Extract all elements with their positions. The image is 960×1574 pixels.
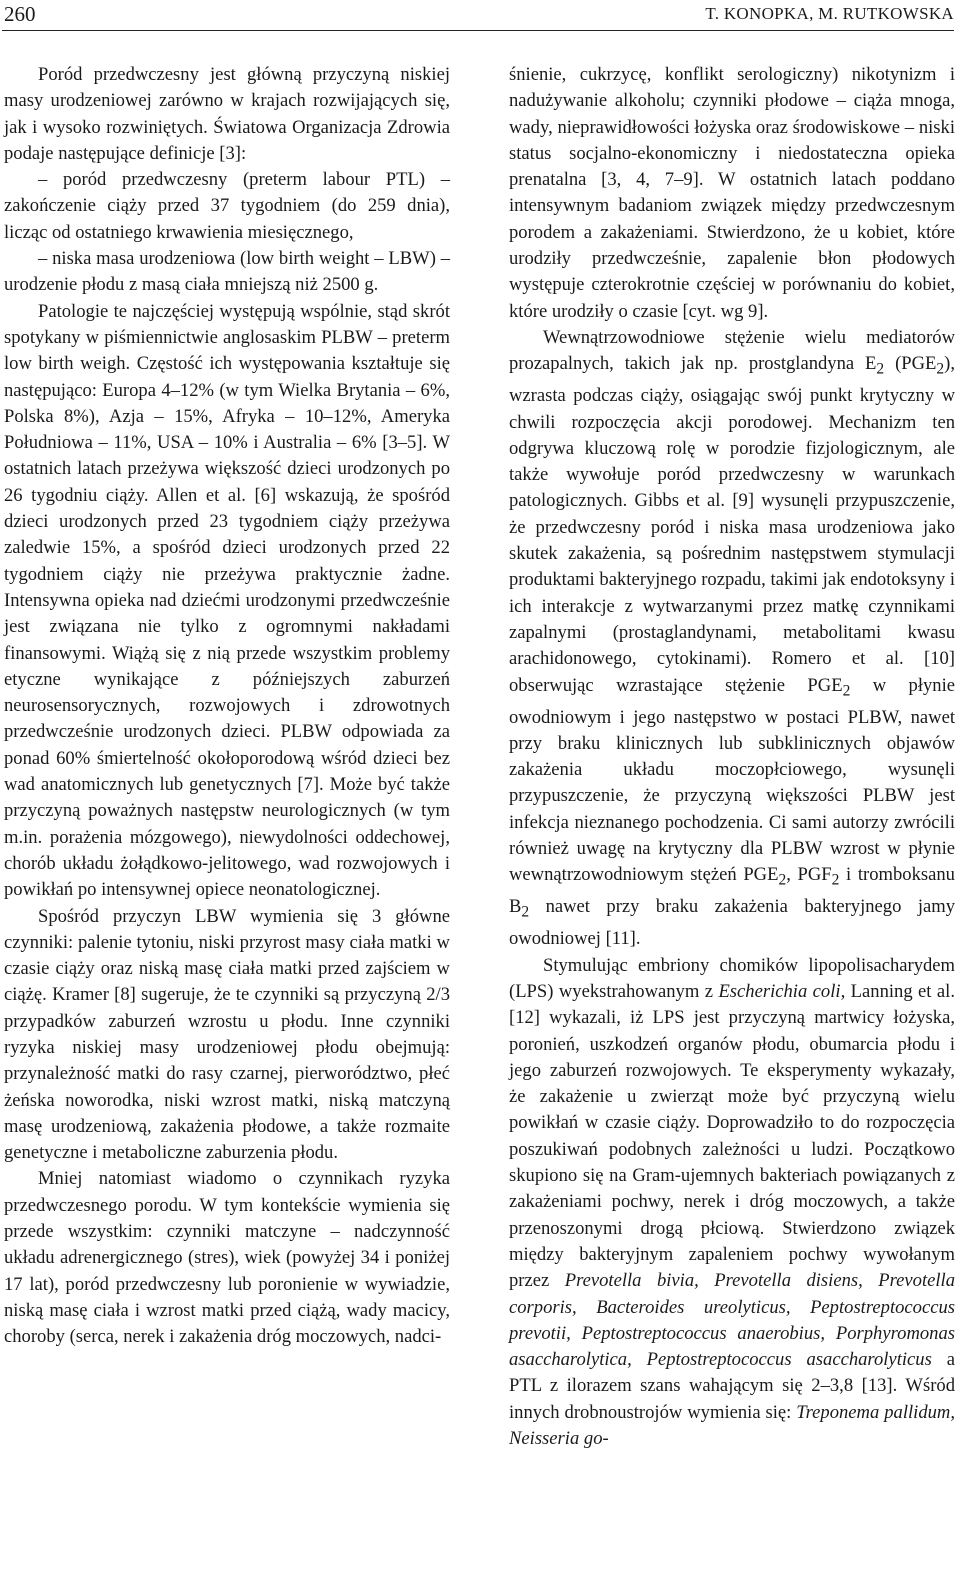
text-run: Stymulując embriony chomików lipopolisacharydem (LPS) wyekstrahowanym z	[509, 954, 955, 1002]
running-head: T. KONOPKA, M. RUTKOWSKA	[705, 4, 954, 23]
subscript: 2	[936, 360, 945, 378]
paragraph	[509, 325, 955, 953]
text-run: a PTL z ilorazem szans wahającym się 2–3,8 [13]. Wśród innych drobnoustrojów wymienia się:	[509, 1349, 955, 1423]
paragraph: Patologie te najczęściej występują wspólnie, stąd skrót spotykany w piśmiennictwie anglosaskim PLBW – preterm low birth weigh. Częstość ich występowania kształtuje się następująco: Europa 4–12% (w tym Wielka Brytania – 6%, Polska 8%), Azja – 15%, Afryka – 10–12%, Ameryka Południowa – 11%, USA – 10% i Australia – 6% [3–5]. W ostatnich latach przeżywa większość dzieci urodzonych po 26 tygodniu ciąży. Allen et al. [6] wskazują, że spośród dzieci urodzonych przed 23 tygodniem ciąży przeżywa zaledwie 15%, a spośród dzieci urodzonych przed 22 tygodniem ciąży nie przeżywa praktycznie żadne. Intensywna opieka nad dziećmi urodzonymi przedwcześnie jest związana nie tylko z ogromnymi nakładami finansowymi. Wiążą się z nią przede wszystkim problemy etyczne wynikające z późniejszych zaburzeń neurosensorycznych, rozwojowych i zdrowotnych przedwcześnie urodzonych dzieci. PLBW odpowiada za ponad 60% śmiertelność okołoporodową wśród dzieci bez wad anatomicznych lub genetycznych [7]. Może być także przyczyną poważnych następstw neurologicznych (w tym m.in. porażenia mózgowego), niewydolności oddechowej, chorób układu żołądkowo-jelitowego, wad rozwojowych i powikłań po intensywnej opiece neonatologicznej.	[4, 300, 450, 901]
text-run: , PGF	[786, 864, 832, 886]
header-rule	[2, 30, 954, 31]
paragraph: Mniej natomiast wiadomo o czynnikach ryzyka przedwczesnego porodu. W tym kontekście wymienia się przede wszystkim: czynniki matczyne – nadczynność układu adrenergicznego (stres), wiek (powyżej 34 i poniżej 17 lat), poród przedwczesny lub poronienie w wywiadzie, niską masę ciała i wzrost matki przed ciążą, wady macicy, choroby (serca, nerek i zakażenia dróg moczowych, nadci-	[4, 1168, 450, 1348]
definition-item: – niska masa urodzeniowa (low birth weight – LBW) – urodzenie płodu z masą ciała mniejszą niż 2500 g.	[4, 248, 450, 296]
subscript: 2	[842, 682, 851, 700]
species-list: Prevotella bivia, Prevotella disiens, Prevotella corporis, Bacteroides ureolyticus, Peptostreptococcus prevotii, Peptostreptococcus anaerobius, Porphyromonas asaccharolytica, Peptostreptococcus asaccharolyticus	[509, 1270, 955, 1371]
subscript: 2	[521, 904, 530, 922]
subscript: 2	[778, 872, 787, 890]
subscript: 2	[831, 872, 840, 890]
text-run: (PGE	[884, 353, 937, 375]
left-column	[4, 62, 450, 1351]
page-number: 260	[4, 2, 36, 26]
page-header	[0, 0, 960, 36]
text-run: ), wzrasta podczas ciąży, osiągając swój punkt krytyczny w chwili rozpoczęcia akcji porodowej. Mechanizm ten odgrywa kluczową rolę w porodzie fizjologicznym, ale także wywołuje poród przedwczesny w warunkach patologicznych. Gibbs et al. [9] wysunęli przypuszczenie, że przedwczesny poród i niska masa urodzeniowa jako skutek zakażenia, są pośrednim następstwem stymulacji produktami bakteryjnego rozpadu, takimi jak endotoksyny i ich interakcje z wytwarzanymi przez matkę czynnikami zapalnymi (prostaglandynami, metabolitami kwasu arachidonowego, cytokinami). Romero et al. [10] obserwując wzrastające stężenie PGE	[509, 353, 955, 696]
text-run: Lanning et al. [12] wykazali, iż LPS jest przyczyną martwicy łożyska, poronień, uszkodzeń organów płodu, obumarcia płodu i jego zaburzeń rozwojowych. Te eksperymenty wykazały, że zakażenie u zwierząt może być przyczyną wielu powikłań w czasie ciąży. Doprowadziło to do rozpoczęcia poszukiwań podobnych zależności u ludzi. Początkowo skupiono się na Gram-ujemnych bakteriach powiązanych z zakażeniami pochwy, nerek i dróg moczowych, a także przenoszonymi drogą płciową. Stwierdzono związek między bakteryjnym zapaleniem pochwy wywołanym przez	[509, 980, 955, 1292]
paragraph: Spośród przyczyn LBW wymienia się 3 główne czynniki: palenie tytoniu, niski przyrost masy ciała matki w czasie ciąży oraz niską masę ciała matki przed zajściem w ciążę. Kramer [8] sugeruje, że te czynniki są przyczyną 2/3 przypadków zaburzeń wzrostu u płodu. Inne czynniki ryzyka niskiej masy urodzeniowej płodu obejmują: przynależność matki do rasy czarnej, pierworództwo, płeć żeńska noworodka, niski wzrost matki, niską matczyną masę urodzeniową, zakażenia płodowe, a także rozmaite genetyczne i metaboliczne zaburzenia płodu.	[4, 905, 450, 1164]
text-run: w płynie owodniowym i jego następstwo w postaci PLBW, nawet przy braku klinicznych lub subklinicznych objawów zakażenia układu moczopłciowego, wysunęli przypuszczenie, że przyczyną większości PLBW jest infekcja nieznanego pochodzenia. Ci sami autorzy zwrócili również uwagę na krytyczny dla PLBW wzrost w płynie wewnątrzowodniowym stężeń PGE	[509, 674, 955, 886]
text-run: nawet przy braku zakażenia bakteryjnego jamy owodniowej [11].	[509, 896, 955, 950]
definition-item: – poród przedwczesny (preterm labour PTL) – zakończenie ciąży przed 37 tygodniem (do 259 dnia), licząc od ostatniego krwawienia miesięcznego,	[4, 169, 450, 243]
paragraph-continued: śnienie, cukrzycę, konflikt serologiczny) nikotynizm i nadużywanie alkoholu; czynniki płodowe – ciąża mnoga, wady, nieprawidłowości łożyska oraz środowiskowe – niski status socjalno-ekonomiczny i niedostateczna opieka prenatalna [3, 4, 7–9]. W ostatnich latach poddano intensywnym badaniom związek między przedwczesnym porodem a zakażeniami. Stwierdzono, że u kobiet, które urodziły przedwcześnie, zapalenie błon płodowych występuje czterokrotnie częściej w porównaniu do kobiet, które urodziły o czasie [cyt. wg 9].	[509, 64, 955, 322]
subscript: 2	[876, 360, 885, 378]
paragraph: Poród przedwczesny jest główną przyczyną niskiej masy urodzeniowej zarówno w krajach rozwijających się, jak i wysoko rozwiniętych. Światowa Organizacja Zdrowia podaje następujące definicje [3]:	[4, 64, 450, 164]
species-name: Escherichia coli,	[718, 980, 846, 1002]
right-column	[509, 62, 955, 1452]
paragraph	[509, 953, 955, 1453]
species-list: Treponema pallidum, Neisseria go-	[509, 1401, 955, 1450]
text-run: Wewnątrzowodniowe stężenie wielu mediatorów prozapalnych, takich jak np. prostglandyna E	[509, 326, 955, 375]
text-run: i tromboksanu B	[509, 864, 955, 918]
